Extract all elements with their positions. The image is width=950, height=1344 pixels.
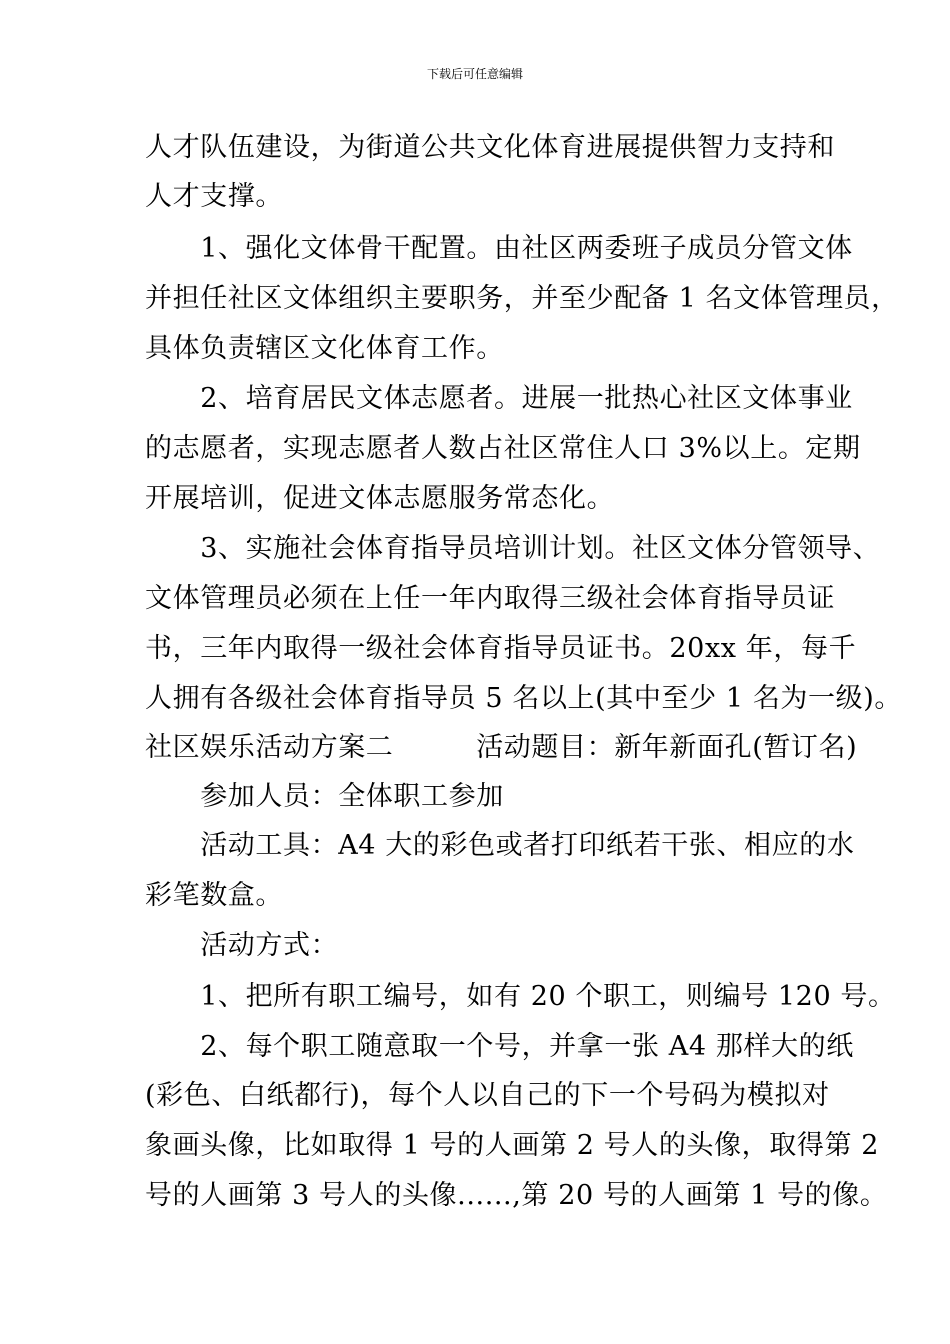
text-line: 具体负责辖区文化体育工作。 xyxy=(145,333,504,364)
text-line: 活动工具：A4 大的彩色或者打印纸若干张、相应的水 xyxy=(145,830,855,861)
text-line: 的志愿者，实现志愿者人数占社区常住人口 3%以上。定期 xyxy=(145,433,861,464)
text-line: 2、培育居民文体志愿者。进展一批热心社区文体事业 xyxy=(145,383,853,414)
text-line: 社区娱乐活动方案二 活动题目：新年新面孔(暂订名) xyxy=(145,732,858,763)
text-line: 书，三年内取得一级社会体育指导员证书。20xx 年，每千 xyxy=(145,633,857,664)
text-line: 号的人画第 3 号人的头像......,第 20 号的人画第 1 号的像。 xyxy=(145,1180,888,1211)
text-line: 并担任社区文体组织主要职务，并至少配备 1 名文体管理员， xyxy=(145,283,899,314)
text-line: 开展培训，促进文体志愿服务常态化。 xyxy=(145,483,615,514)
text-line: 文体管理员必须在上任一年内取得三级社会体育指导员证 xyxy=(145,583,835,614)
page-header: 下载后可任意编辑 xyxy=(426,67,523,81)
text-line: 活动方式： xyxy=(145,930,339,961)
text-line: 人才队伍建设，为街道公共文化体育进展提供智力支持和 xyxy=(145,132,835,163)
text-line: 1、把所有职工编号，如有 20 个职工，则编号 120 号。 xyxy=(145,981,896,1012)
text-line: 2、每个职工随意取一个号，并拿一张 A4 那样大的纸 xyxy=(145,1031,854,1062)
text-line: 1、强化文体骨干配置。由社区两委班子成员分管文体 xyxy=(145,233,853,264)
text-line: 3、实施社会体育指导员培训计划。社区文体分管领导、 xyxy=(145,533,881,564)
text-line: 参加人员：全体职工参加 xyxy=(145,781,504,812)
text-line: 象画头像，比如取得 1 号的人画第 2 号人的头像，取得第 2 xyxy=(145,1130,880,1161)
text-line: (彩色、白纸都行)，每个人以自己的下一个号码为模拟对 xyxy=(145,1080,830,1111)
text-line: 人拥有各级社会体育指导员 5 名以上(其中至少 1 名为一级)。 xyxy=(145,683,902,714)
text-line: 彩笔数盒。 xyxy=(145,880,283,911)
text-line: 人才支撑。 xyxy=(145,181,283,212)
